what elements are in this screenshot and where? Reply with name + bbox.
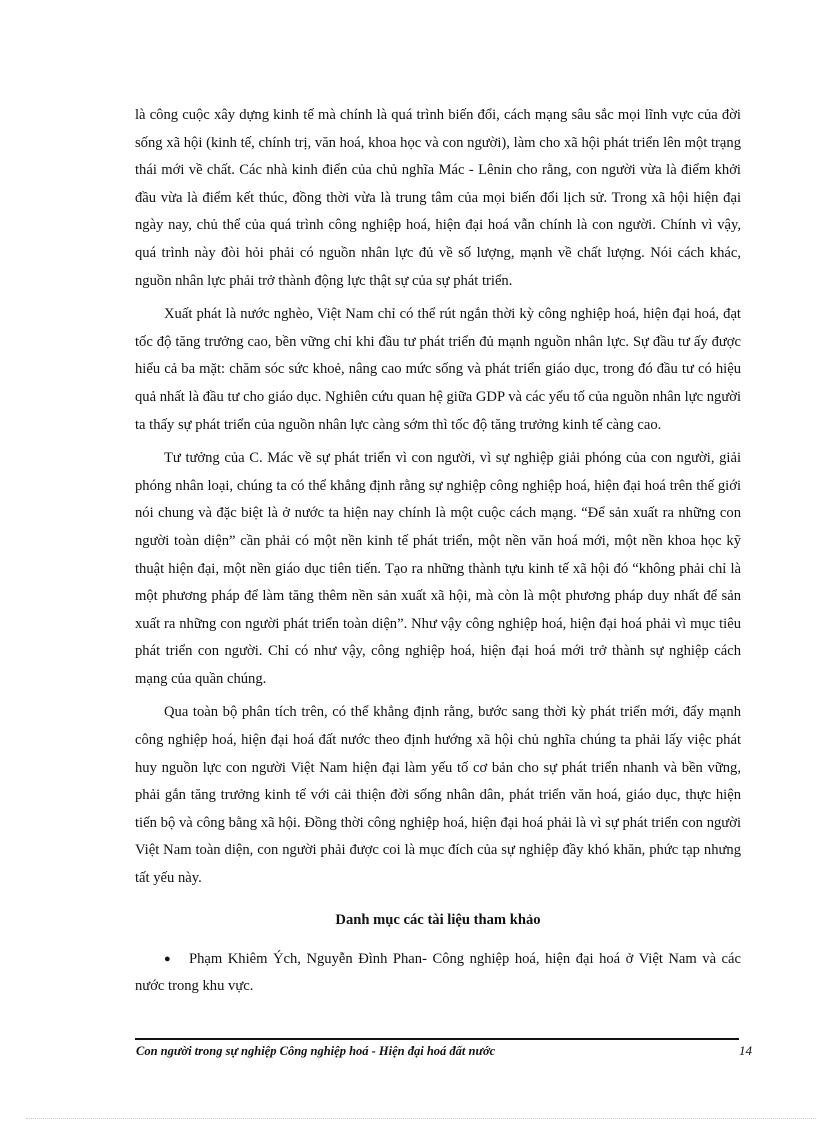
references-list — [135, 946, 741, 1001]
paragraph-4: Qua toàn bộ phân tích trên, có thể khẳng định rằng, bước sang thời kỳ phát triển mới, đẩy mạnh công nghiệp hoá, hiện đại hoá đất nước theo định hướng xã hội chủ nghĩa chúng ta phải lấy việc phát huy nguồn lực con người Việt Nam hiện đại làm yếu tố cơ bản cho sự phát triển nhanh và bền vững, phải gắn tăng trưởng kinh tế với cải thiện đời sống nhân dân, phát triển văn hoá, giáo dục, thực hiện tiến bộ và công bằng xã hội. Đồng thời công nghiệp hoá, hiện đại hoá phải là vì sự phát triển con người Việt Nam toàn diện, con người phải được coi là mục đích của sự nghiệp đầy khó khăn, phức tạp nhưng tất yếu này. — [135, 704, 741, 887]
bullet-icon: ● — [164, 952, 171, 965]
footer-divider — [135, 1038, 739, 1040]
body-text — [135, 102, 741, 1001]
page-number: 14 — [739, 1043, 752, 1058]
paragraph-2: Xuất phát là nước nghèo, Việt Nam chỉ có thể rút ngắn thời kỳ công nghiệp hoá, hiện đại hoá, đạt tốc độ tăng trưởng cao, bền vững chỉ khi đầu tư phát triển đủ mạnh nguồn nhân lực. Sự đầu tư ấy được hiểu cả ba mặt: chăm sóc sức khoẻ, nâng cao mức sống và phát triển giáo dục, trong đó đầu tư có hiệu quả nhất là đầu tư cho giáo dục. Nghiên cứu quan hệ giữa GDP và các yếu tố của nguồn nhân lực người ta thấy sự phát triển của nguồn nhân lực càng sớm thì tốc độ tăng trưởng kinh tế càng cao. — [135, 306, 741, 433]
footer-title: Con người trong sự nghiệp Công nghiệp hoá - Hiện đại hoá đất nước — [136, 1044, 496, 1058]
references-heading: Danh mục các tài liệu tham khảo — [335, 911, 541, 928]
list-item — [135, 946, 741, 1001]
paragraph-1: là công cuộc xây dựng kinh tế mà chính là quá trình biến đổi, cách mạng sâu sắc mọi lĩnh vực của đời sống xã hội (kinh tế, chính trị, văn hoá, khoa học và con người), làm cho xã hội phát triển lên một trạng thái mới về chất. Các nhà kinh điển của chủ nghĩa Mác - Lênin cho rằng, con người vừa là điểm khởi đầu vừa là điểm kết thúc, đồng thời vừa là trung tâm của mọi biến đổi lịch sử. Trong xã hội hiện đại ngày nay, chủ thể của quá trình công nghiệp hoá, hiện đại hoá vẫn chính là con người. Chính vì vậy, quá trình này đòi hỏi phải có nguồn nhân lực đủ về số lượng, mạnh về chất lượng. Nói cách khác, nguồn nhân lực phải trở thành động lực thật sự của sự phát triển. — [135, 107, 741, 289]
paragraph-3: Tư tưởng của C. Mác về sự phát triển vì con người, vì sự nghiệp giải phóng của con người, giải phóng nhân loại, chúng ta có thể khẳng định rằng sự nghiệp công nghiệp hoá, hiện đại hoá trên thế giới nói chung và đặc biệt là ở nước ta hiện nay chính là một cuộc cách mạng. “Để sản xuất ra những con người toàn diện” cần phải có một nền kinh tế phát triển, một nền văn hoá mới, một nền khoa học kỹ thuật hiện đại, một nền giáo dục tiên tiến. Tạo ra những thành tựu kinh tế xã hội đó “không phải chỉ là một phương pháp để làm tăng thêm nền sản xuất xã hội, mà còn là một phương pháp duy nhất để sản xuất ra những con người phát triển toàn diện”. Như vậy công nghiệp hoá, hiện đại hoá phải vì mục tiêu phát triển con người. Chỉ có như vậy, công nghiệp hoá, hiện đại hoá mới trở thành sự nghiệp cách mạng của quần chúng. — [135, 450, 741, 687]
page-edge-divider — [26, 1118, 816, 1119]
reference-text: Phạm Khiêm Ých, Nguyễn Đình Phan- Công nghiệp hoá, hiện đại hoá ở Việt Nam và các nước trong khu vực. — [135, 950, 741, 995]
